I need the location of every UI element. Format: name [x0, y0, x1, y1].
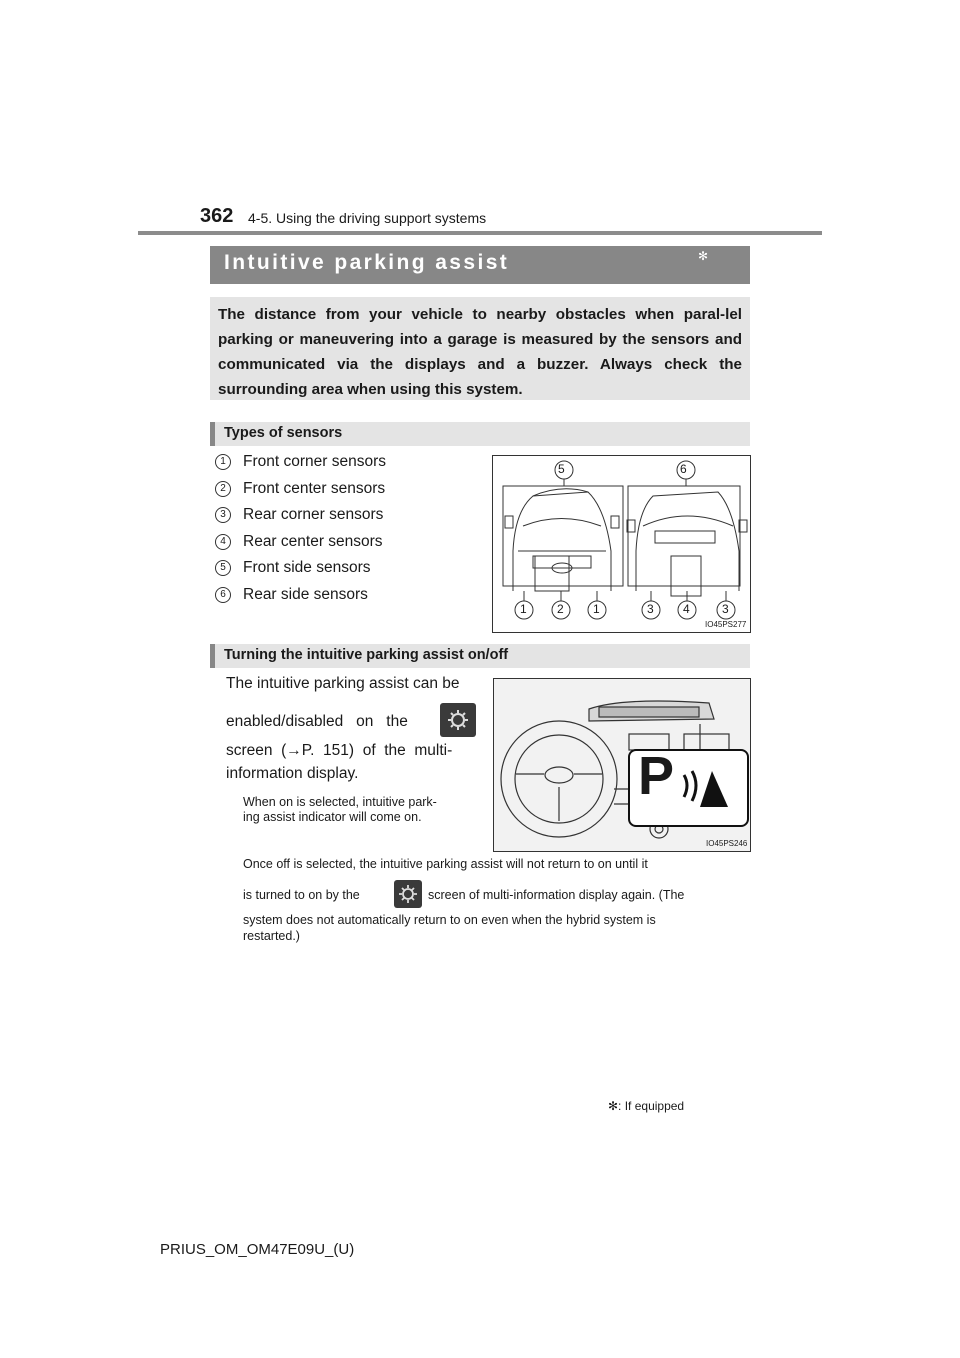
rear-view-car [627, 486, 747, 596]
sensor-number-1: 1 [215, 454, 231, 470]
toggle-text-line-3: screen (→P. 151) of the multi- [226, 742, 453, 759]
if-equipped-footnote: ✻: If equipped [608, 1099, 685, 1113]
note-2-line-4: restarted.) [243, 929, 300, 943]
page-number: 362 [200, 205, 234, 227]
settings-screen-icon [440, 703, 476, 737]
figure-callout-1-left: 1 [520, 602, 527, 616]
note-1-line-2: ing assist indicator will come on. [243, 810, 422, 824]
note-2-line-2-before: is turned to on by the [243, 888, 360, 902]
sensor-number-2: 2 [215, 481, 231, 497]
car-sensors-illustration [493, 456, 750, 632]
turning-on-off-heading [210, 644, 750, 668]
dashboard-indicator-figure [493, 678, 751, 852]
figure-callout-6: 6 [680, 462, 687, 476]
heading-tab [210, 644, 215, 668]
sensor-label-front-side: Front side sensors [243, 559, 371, 576]
section-reference: 4-5. Using the driving support systems [248, 210, 487, 226]
types-of-sensors-heading [210, 422, 750, 446]
parking-assist-indicator-callout [628, 746, 749, 827]
heading-tab [210, 422, 215, 446]
sensor-label-front-corner: Front corner sensors [243, 453, 386, 470]
figure-callout-3-right: 3 [722, 602, 729, 616]
parking-assist-indicator-letter: P [638, 746, 675, 806]
figure-callout-4: 4 [683, 602, 690, 616]
gear-icon [440, 703, 476, 737]
page-title: Intuitive parking assist [224, 251, 510, 274]
settings-screen-icon-inline [394, 880, 422, 908]
note-1-line-1: When on is selected, intuitive park- [243, 795, 437, 809]
figure-callout-3-left: 3 [647, 602, 654, 616]
document-code-footer: PRIUS_OM_OM47E09U_(U) [160, 1241, 355, 1258]
toggle-text-line-1: The intuitive parking assist can be [226, 675, 460, 692]
sensor-label-rear-corner: Rear corner sensors [243, 506, 384, 523]
figure-code: IO45PS277 [705, 620, 747, 629]
title-if-equipped-marker: ✻ [698, 249, 709, 263]
figure-callout-1-right: 1 [593, 602, 600, 616]
sensor-location-figure [492, 455, 751, 633]
sensor-number-5: 5 [215, 560, 231, 576]
sensor-number-3: 3 [215, 507, 231, 523]
note-2-line-1: Once off is selected, the intuitive parking assist will not return to on until it [243, 857, 648, 871]
figure-callout-2: 2 [557, 602, 564, 616]
sonar-wave-icon [678, 765, 738, 815]
intro-box [210, 297, 750, 400]
note-2-line-3: system does not automatically return to on even when the hybrid system is [243, 913, 656, 927]
header-rule [138, 231, 822, 235]
title-bar [210, 246, 750, 284]
figure-code: IO45PS246 [706, 839, 748, 848]
sensor-label-front-center: Front center sensors [243, 480, 386, 497]
sensor-label-rear-center: Rear center sensors [243, 533, 383, 550]
toggle-text-line-4: information display. [226, 765, 359, 782]
heading-text: Turning the intuitive parking assist on/off [224, 647, 509, 663]
note-2-line-2-after: screen of multi-information display again. (The [428, 888, 685, 902]
figure-callout-5: 5 [558, 462, 565, 476]
front-view-car [503, 486, 623, 591]
gear-icon [394, 880, 422, 908]
intro-text: The distance from your vehicle to nearby obstacles when paral-lel parking or maneuvering into a garage is measured by the sensors and communicated via the displays and a buzzer. Always check the surrounding area when using this system. [218, 306, 742, 398]
toggle-text-line-2: enabled/disabled on the [226, 713, 408, 730]
sensor-number-6: 6 [215, 587, 231, 603]
heading-text: Types of sensors [224, 425, 343, 441]
sensor-number-4: 4 [215, 534, 231, 550]
sensor-label-rear-side: Rear side sensors [243, 586, 368, 603]
